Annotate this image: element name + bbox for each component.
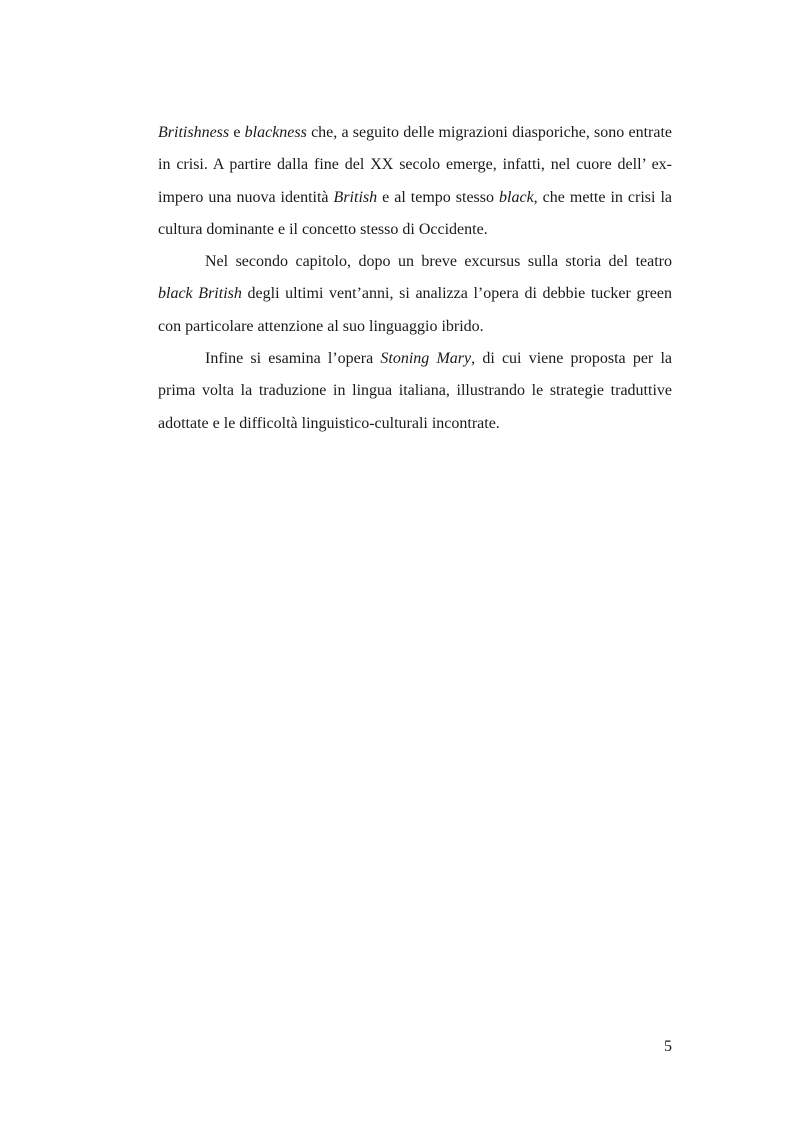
text-run: che mette in crisi la cultura dominante e il concetto stesso di Occidente. xyxy=(158,188,672,238)
text-run: , di cui viene proposta per la prima volta la traduzione in lingua italiana, illustrando le strategie traduttive adottate e le difficoltà linguistico-culturali incontrate. xyxy=(158,350,673,432)
text-italic: Stoning Mary xyxy=(380,350,472,368)
page-number: 5 xyxy=(664,1038,672,1055)
text-run: Infine si esamina l’opera xyxy=(205,350,381,368)
text-run: degli ultimi vent’anni, si analizza l’opera di debbie tucker green con particolare attenzione al suo linguaggio ibrido. xyxy=(158,285,672,335)
text-italic: Britishness xyxy=(158,124,230,141)
text-italic: blackness xyxy=(244,124,307,141)
paragraph-3 xyxy=(158,343,672,440)
text-run: che, a seguito delle migrazioni diasporiche, sono entrate in crisi. A partire dalla fine del XX secolo emerge, infatti, nel cuore dell’ ex-impero una nuova identità xyxy=(158,124,672,206)
paragraph-2 xyxy=(158,246,672,343)
text-italic: British xyxy=(333,188,378,206)
text-run: e xyxy=(229,124,245,141)
paragraph-1 xyxy=(158,117,672,246)
text-italic: black, xyxy=(499,188,538,206)
text-italic: black British xyxy=(158,285,242,303)
text-run: Nel secondo capitolo, dopo un breve excursus sulla storia del teatro xyxy=(205,253,672,271)
text-run: e al tempo stesso xyxy=(377,188,500,206)
body-text xyxy=(158,117,672,440)
